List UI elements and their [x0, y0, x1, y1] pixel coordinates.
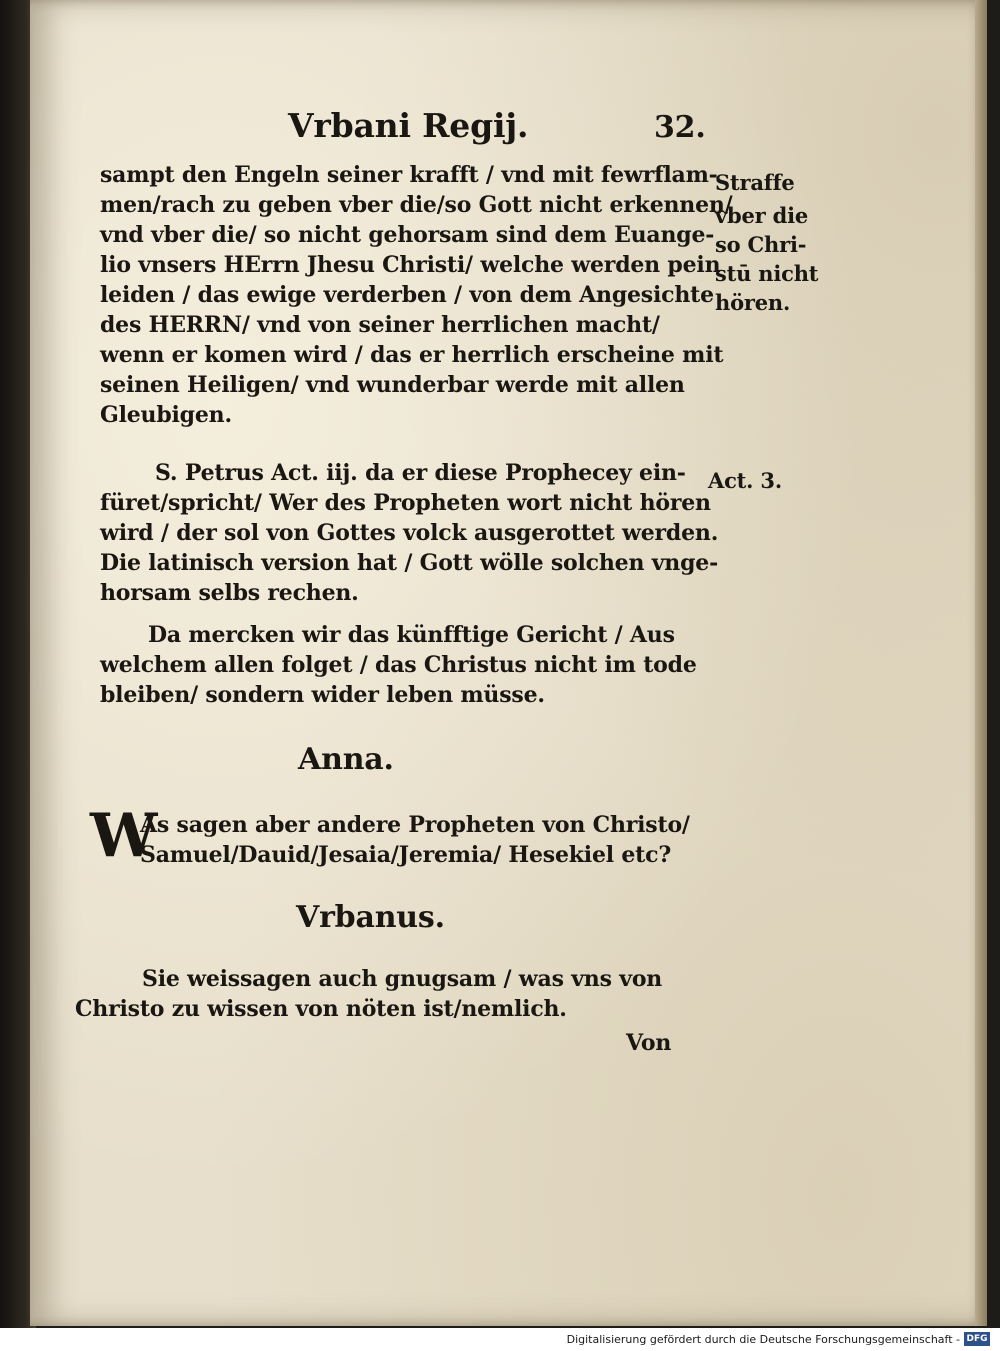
catchword: Von — [626, 1030, 672, 1056]
body-line: Samuel/Dauid/Jesaia/Jeremia/ Hesekiel etc? — [140, 842, 672, 868]
margin-note-line: stū nicht — [715, 261, 819, 286]
page-right-edge — [975, 0, 987, 1326]
body-line: Christo zu wissen von nöten ist/nemlich. — [75, 996, 567, 1022]
body-line: seinen Heiligen/ vnd wunderbar werde mit allen — [100, 372, 685, 398]
body-line: Sie weissagen auch gnugsam / was vns von — [142, 966, 663, 992]
margin-note-line: Straffe — [715, 170, 795, 195]
body-line: lio vnsers HErrn Jhesu Christi/ welche werden pein — [100, 252, 721, 278]
body-line: leiden / das ewige verderben / von dem Angesichte — [100, 282, 714, 308]
dfg-logo: DFG — [964, 1332, 990, 1346]
body-line: bleiben/ sondern wider leben müsse. — [100, 682, 545, 708]
page-number: 32. — [654, 110, 706, 145]
margin-note-line: vber die — [715, 203, 809, 228]
body-line: vnd vber die/ so nicht gehorsam sind dem Euange- — [100, 222, 715, 248]
body-line: men/rach zu geben vber die/so Gott nicht erkennen/ — [100, 192, 733, 218]
body-line: S. Petrus Act. iij. da er diese Prophecey ein- — [155, 460, 686, 486]
body-line: welchem allen folget / das Christus nicht im tode — [100, 652, 697, 678]
body-line: horsam selbs rechen. — [100, 580, 359, 606]
speaker-heading-urbanus: Vrbanus. — [296, 900, 445, 935]
body-line: Die latinisch version hat / Gott wölle solchen vnge- — [100, 550, 718, 576]
speaker-heading-anna: Anna. — [298, 742, 394, 777]
body-line: wird / der sol von Gottes volck ausgerottet werden. — [100, 520, 719, 546]
body-line: wenn er komen wird / das er herrlich erscheine mit — [100, 342, 724, 368]
body-line: füret/spricht/ Wer des Propheten wort nicht hören — [100, 490, 711, 516]
margin-note-line: hören. — [715, 290, 791, 315]
body-line: Gleubigen. — [100, 402, 232, 428]
body-line: sampt den Engeln seiner krafft / vnd mit fewrflam- — [100, 162, 718, 188]
drop-cap: W — [90, 801, 158, 871]
margin-note: Act. 3. — [708, 468, 782, 493]
running-header: Vrbani Regij. — [288, 106, 529, 145]
margin-note-line: so Chri- — [715, 232, 807, 257]
body-line: des HERRN/ vnd von seiner herrlichen macht/ — [100, 312, 660, 338]
body-line: As sagen aber andere Propheten von Christo/ — [140, 812, 690, 838]
footer-credit: Digitalisierung gefördert durch die Deutsche Forschungsgemeinschaft - — [566, 1333, 960, 1346]
body-line: Da mercken wir das künfftige Gericht / Aus — [148, 622, 675, 648]
